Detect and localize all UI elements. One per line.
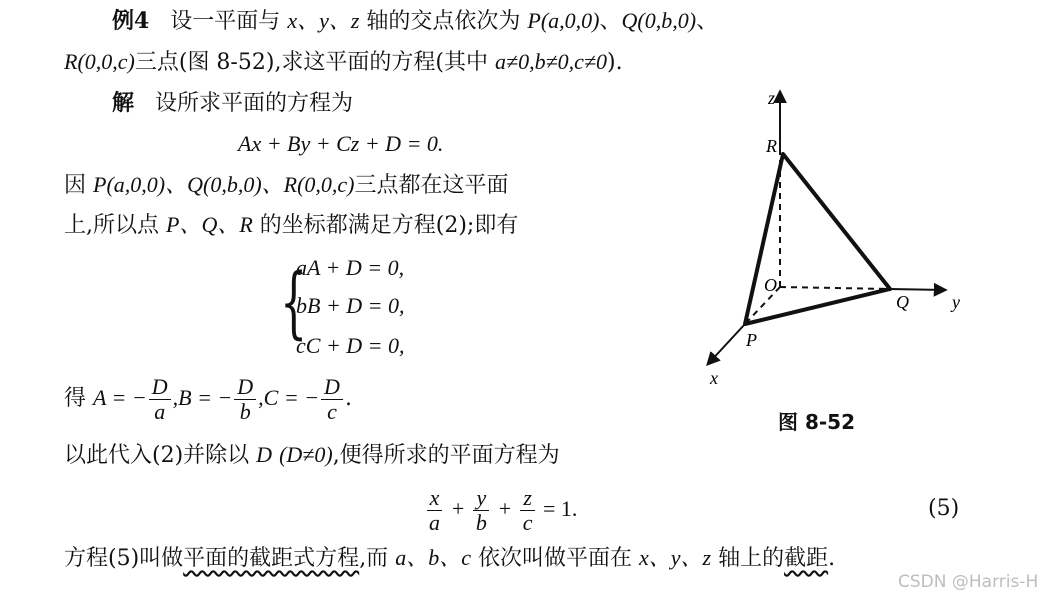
plane-triangle	[745, 154, 890, 324]
fraction-numerator: x	[427, 486, 443, 511]
coef-b-label: ,B = −	[172, 385, 233, 410]
fraction-d-over-c	[321, 375, 343, 424]
y-axis	[780, 287, 890, 289]
text-concl-a: 方程(5)叫做	[64, 546, 184, 571]
fraction-x-over-a	[426, 486, 443, 535]
fraction-denominator: b	[475, 510, 487, 536]
fraction-z-over-c	[520, 486, 536, 535]
var-d: D	[256, 442, 273, 467]
coefficients-line	[64, 374, 352, 424]
vars-abc: a、b、c	[395, 545, 471, 570]
problem-line-2	[64, 47, 623, 78]
text-yin: 因	[64, 173, 87, 198]
coef-c-label: ,C = −	[258, 385, 320, 410]
text-b2: 的坐标都满足方程(2);即有	[259, 213, 519, 238]
equation-number: (5)	[928, 496, 960, 521]
nonzero-condition: a≠0,b≠0,c≠0	[495, 49, 608, 74]
d-nonzero: (D≠0)	[279, 442, 333, 467]
label-y: y	[952, 292, 960, 312]
label-p: P	[746, 330, 757, 350]
point-q: Q(0,b,0)	[621, 8, 697, 33]
solution-label: 解	[112, 90, 135, 116]
text-b1: 上,所以点	[64, 213, 159, 238]
general-plane-equation: Ax + By + Cz + D = 0.	[238, 131, 444, 156]
period: .	[828, 546, 836, 571]
text-concl-d: 轴上的	[718, 546, 785, 571]
text-concl-b: ,而	[359, 546, 389, 571]
text-de: 得	[64, 386, 87, 411]
text-subst-a: 以此代入(2)并除以	[64, 443, 250, 468]
system-eq-1: aA + D = 0,	[296, 255, 405, 280]
system-eq-3: cC + D = 0,	[296, 333, 405, 358]
fraction-y-over-b	[473, 486, 490, 535]
problem-text-2-end: ).	[607, 50, 623, 75]
point-r: R(0,0,c)	[64, 49, 135, 74]
fraction-denominator: b	[239, 398, 251, 424]
fraction-d-over-b	[234, 375, 256, 424]
axes-xyz: x、y、z	[638, 545, 712, 570]
example-label: 例4	[112, 8, 150, 34]
problem-text-1a: 设一平面与	[170, 9, 281, 34]
coef-a-label: A = −	[93, 385, 147, 410]
substitution-line	[64, 440, 560, 471]
three-points: P(a,0,0)、Q(0,b,0)、R(0,0,c)	[93, 172, 355, 197]
solution-line-b	[64, 210, 518, 241]
period: .	[344, 386, 352, 411]
fraction-numerator: D	[149, 375, 171, 400]
fraction-numerator: y	[473, 486, 489, 511]
fraction-denominator: a	[154, 398, 166, 424]
problem-text-2a: 三点(图 8-52),求这平面的方程(其中	[134, 50, 489, 75]
text-a2: 三点都在这平面	[354, 173, 509, 198]
fraction-numerator: z	[520, 486, 535, 511]
plus-sign: +	[497, 496, 513, 521]
system-eq-2: bB + D = 0,	[296, 293, 405, 318]
plus-sign: +	[450, 496, 466, 521]
term-intercept: 截距	[784, 546, 829, 571]
figure-8-52	[690, 82, 990, 392]
y-axis-outer	[890, 289, 945, 290]
fraction-denominator: c	[522, 510, 533, 536]
solution-intro-text: 设所求平面的方程为	[155, 91, 354, 116]
problem-line-1: 例4 设一平面与 x、y、z 轴的交点依次为 P(a,0,0)、Q(0,b,0)、	[112, 8, 719, 34]
label-x: x	[710, 368, 718, 388]
punct: 、	[696, 9, 719, 34]
intercept-equation	[424, 484, 577, 535]
watermark: CSDN @Harris-H	[898, 572, 1039, 592]
points-pqr: P、Q、R	[166, 212, 253, 237]
fraction-d-over-a	[149, 375, 171, 424]
label-z: z	[768, 88, 776, 108]
equals-one: = 1.	[542, 496, 578, 521]
problem-text-1b: 轴的交点依次为	[366, 9, 521, 34]
text-subst-b: ,便得所求的平面方程为	[332, 443, 560, 468]
solution-intro	[112, 88, 353, 119]
fraction-denominator: c	[327, 398, 337, 424]
solution-line-a	[64, 170, 509, 201]
fraction-numerator: D	[321, 375, 343, 400]
text-concl-c: 依次叫做平面在	[477, 546, 632, 571]
figure-caption: 图 8-52	[778, 410, 856, 434]
conclusion-line	[64, 543, 835, 574]
fraction-denominator: a	[429, 510, 440, 536]
fraction-numerator: D	[234, 375, 256, 400]
label-o: O	[764, 275, 777, 295]
term-intercept-form: 平面的截距式方程	[183, 546, 360, 571]
problem-axes: x、y、z	[287, 8, 360, 33]
x-axis-outer	[708, 324, 745, 364]
system-brace: {	[280, 258, 308, 348]
label-q: Q	[896, 292, 909, 312]
point-p: P(a,0,0)	[527, 8, 600, 33]
label-r: R	[766, 136, 777, 156]
